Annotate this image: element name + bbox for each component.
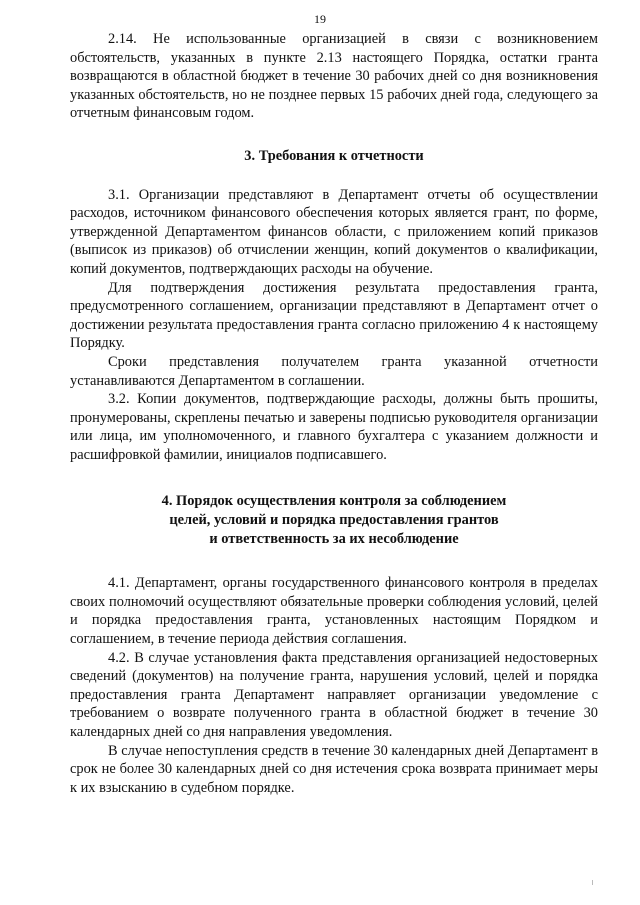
paragraph-3-1: 3.1. Организации представляют в Департамент отчеты об осуществлении расходов, источником финансового обеспечения которых является грант, по форме, утвержденной Департаментом финансов области, с приложением копий приказов (выписок из приказов) об отчислении женщин, копий документов о квалификации, копий документов, подтверждающих расходы на обучение.: [70, 186, 598, 277]
scan-mark: [592, 880, 593, 885]
paragraph-3-1-deadlines: Сроки представления получателем гранта указанной отчетности устанавливаются Департаментом в соглашении.: [70, 353, 598, 389]
section-3-heading: 3. Требования к отчетности: [244, 147, 424, 164]
paragraph-2-14: 2.14. Не использованные организацией в связи с возникновением обстоятельств, указанных в пункте 2.13 настоящего Порядка, остатки гранта возвращаются в областной бюджет в течение 30 рабочих дней со дня возникновения указанных обстоятельств, но не позднее первых 15 рабочих дней года, следующего за отчетным финансовым годом.: [70, 31, 598, 122]
section-4-heading: [70, 492, 598, 548]
page-number: 19: [314, 12, 326, 26]
page-content: [70, 30, 598, 797]
section-4-heading-line-1: 4. Порядок осуществления контроля за соблюдением: [161, 493, 507, 510]
section-4-heading-line-2: целей, условий и порядка предоставления грантов: [169, 512, 499, 529]
paragraph-4-2: 4.2. В случае установления факта представления организацией недостоверных сведений (документов) на получение гранта, нарушения условий, целей и порядка предоставления гранта Департамент направляет организации уведомление с требованием о возврате полученного гранта в областной бюджет в течение 30 календарных дней со дня направления уведомления.: [70, 649, 598, 740]
paragraph-4-1: 4.1. Департамент, органы государственного финансового контроля в пределах своих полномочий осуществляют обязательные проверки соблюдения условий, целей и порядка предоставления гранта, установленных настоящим Порядком и соглашением, в течение периода действия соглашения.: [70, 575, 598, 648]
paragraph-3-1-result: Для подтверждения достижения результата предоставления гранта, предусмотренного соглашением, организации представляют в Департамент отчет о достижении результата предоставления гранта согласно приложению 4 к настоящему Порядку.: [70, 279, 598, 352]
paragraph-4-2-recovery: В случае непоступления средств в течение 30 календарных дней Департамент в срок не более 30 календарных дней со дня истечения срока возврата принимает меры к их взысканию в судебном порядке.: [70, 742, 598, 796]
paragraph-3-2: 3.2. Копии документов, подтверждающие расходы, должны быть прошиты, пронумерованы, скреплены печатью и заверены подписью руководителя организации или лица, им уполномоченного, и главного бухгалтера с указанием должности и расшифровкой фамилии, инициалов подписавшего.: [70, 391, 598, 463]
section-4-heading-line-3: и ответственность за их несоблюдение: [209, 530, 459, 547]
